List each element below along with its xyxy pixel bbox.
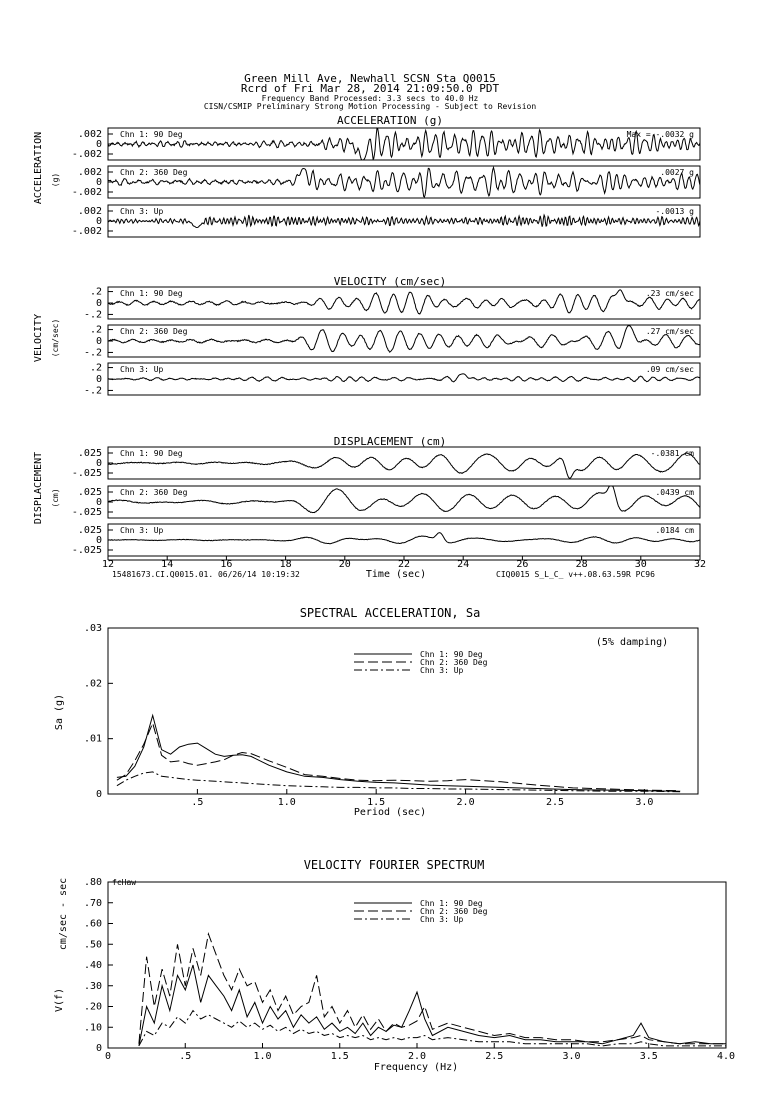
x-tick-label: 1.0 [277,797,296,808]
time-tick-label: 28 [575,559,588,570]
displacement-ylabel: DISPLACEMENT [33,451,44,525]
y-tick-label: 0 [95,789,102,800]
header-band: Frequency Band Processed: 3.3 secs to 40.0 Hz [261,94,479,103]
series-line-3 [117,772,680,792]
y-tick-label: 0 [95,1043,102,1054]
channel-max-label: Max = -.0032 g [626,130,694,139]
y-tick-label: .70 [83,897,102,909]
x-tick-label: 3.0 [635,797,654,808]
time-tick-label: 30 [634,559,647,570]
y-tick-label: 0 [95,336,102,347]
waveform-trace [108,374,700,382]
y-tick-label: 0 [95,177,102,188]
x-tick-label: 1.5 [367,797,386,808]
panel-frame [108,486,700,518]
y-tick-label: -.2 [83,385,102,397]
y-tick-label: 0 [95,497,102,508]
x-tick-label: 1.0 [253,1051,272,1062]
channel-max-label: .0027 g [660,168,694,177]
y-tick-label: .025 [77,487,102,498]
series-line-2 [117,723,680,791]
velocity-title: VELOCITY (cm/sec) [333,275,447,288]
footer-right: CIQ0015 S_L_C_ v++.08.63.59R PC96 [496,570,655,579]
velocity-panel-3 [84,363,700,397]
sa-xlabel: Period (sec) [353,807,427,818]
y-tick-label: -.002 [71,226,102,237]
legend-label-2: Chn 2: 360 Deg [420,658,488,667]
displacement-yunit: (cm) [51,488,60,508]
displacement-panel-1 [72,447,700,479]
channel-label: Chn 3: Up [120,526,164,535]
x-tick-label: 3.5 [639,1051,658,1062]
waveform-trace [108,215,700,228]
y-tick-label: .40 [83,960,102,971]
time-tick-label: 14 [161,559,174,570]
header-station: Green Mill Ave, Newhall SCSN Sta Q0015 [244,72,496,85]
header-disclaimer: CISN/CSMIP Preliminary Strong Motion Processing - Subject to Revision [203,102,537,111]
velocity-ylabel: VELOCITY [33,313,44,363]
y-tick-label: -.025 [71,468,102,479]
x-tick-label: 4.0 [716,1051,736,1062]
acceleration-yunit: (g) [51,172,60,188]
y-tick-label: .2 [89,324,102,336]
y-tick-label: -.025 [71,507,102,518]
time-tick-label: 16 [220,559,233,570]
channel-label: Chn 1: 90 Deg [120,289,183,298]
time-tick-label: 22 [397,559,411,570]
acceleration-panel-1 [72,128,700,160]
y-tick-label: -.002 [71,187,102,198]
sa-title: SPECTRAL ACCELERATION, Sa [299,606,481,620]
y-tick-label: 0 [95,458,102,469]
x-tick-label: .5 [179,1051,192,1062]
fs-plot-area [84,877,735,1062]
fs-corner-label: fcHaw [112,878,137,887]
x-tick-label: 2.5 [545,797,565,808]
y-tick-label: .025 [77,525,102,536]
y-tick-label: -.002 [71,149,102,160]
y-tick-label: -.2 [83,347,102,359]
channel-label: Chn 2: 360 Deg [120,488,188,497]
y-tick-label: .50 [83,939,102,951]
channel-max-label: .27 cm/sec [645,327,694,336]
y-tick-label: .2 [89,362,102,374]
channel-max-label: .0184 cm [655,526,694,535]
x-tick-label: 0 [104,1051,112,1062]
fs-ylabel: V(f) [54,987,65,1013]
x-tick-label: 3.0 [562,1051,581,1062]
y-tick-label: -.025 [71,545,102,556]
waveform-trace [108,290,700,314]
time-tick-label: 18 [279,559,292,570]
y-tick-label: .002 [77,129,102,140]
x-tick-label: 2.0 [456,797,475,808]
waveform-trace [108,168,700,198]
time-tick-label: 26 [516,559,529,570]
panel-frame [108,128,700,160]
channel-label: Chn 3: Up [120,207,164,216]
displacement-panel-2 [72,486,700,518]
header-record: Rcrd of Fri Mar 28, 2014 21:09:50.0 PDT [240,82,500,95]
y-tick-label: .2 [89,286,102,298]
waveform-trace [108,486,700,513]
y-tick-label: .025 [77,448,102,459]
acceleration-panel-3 [72,205,700,237]
fs-title: VELOCITY FOURIER SPECTRUM [303,858,485,872]
waveform-trace [108,326,700,353]
time-tick-label: 32 [693,559,707,570]
y-tick-label: .01 [83,733,102,745]
y-tick-label: .02 [83,678,102,690]
fourier-spectrum-chart [54,858,735,1073]
panel-frame [108,287,700,319]
y-tick-label: .60 [83,918,102,930]
waveform-trace [108,453,700,478]
channel-max-label: -.0381 cm [650,449,694,458]
y-tick-label: -.2 [83,309,102,321]
time-history-panels [72,128,700,556]
fs-frame [108,882,726,1048]
displacement-panel-3 [72,524,700,556]
fs-yunit: cm/sec - sec [58,877,69,951]
sa-plot-area [84,623,680,808]
channel-label: Chn 1: 90 Deg [120,449,183,458]
channel-label: Chn 1: 90 Deg [120,130,183,139]
legend-label-1: Chn 1: 90 Deg [420,650,483,659]
channel-max-label: -.0013 g [655,207,694,216]
panel-frame [108,447,700,479]
y-tick-label: .002 [77,206,102,217]
legend-label-3: Chn 3: Up [420,915,464,924]
report-header [204,72,537,111]
series-line-1 [139,965,726,1046]
velocity-panel-1 [84,287,700,321]
waveform-trace [108,128,700,160]
y-tick-label: .10 [83,1022,102,1034]
legend-label-2: Chn 2: 360 Deg [420,907,488,916]
acceleration-panel-2 [72,166,700,198]
x-tick-label: 2.5 [485,1051,504,1062]
sa-frame [108,628,698,794]
y-tick-label: 0 [95,139,102,150]
y-tick-label: .30 [83,980,102,992]
y-tick-label: 0 [95,216,102,227]
channel-max-label: .23 cm/sec [645,289,694,298]
channel-max-label: .0439 cm [655,488,694,497]
channel-label: Chn 3: Up [120,365,164,374]
spectral-acceleration-chart [54,606,698,818]
sa-damping-note: (5% damping) [595,637,669,648]
channel-max-label: .09 cm/sec [645,365,694,374]
y-tick-label: 0 [95,535,102,546]
fs-xlabel: Frequency (Hz) [373,1062,459,1073]
velocity-yunit: (cm/sec) [51,318,60,358]
y-tick-label: .002 [77,167,102,178]
time-axis-label: Time (sec) [365,569,427,580]
time-tick-label: 12 [101,559,115,570]
velocity-panel-2 [84,325,700,359]
waveform-trace [108,533,700,544]
displacement-title: DISPLACEMENT (cm) [333,435,447,448]
y-tick-label: .03 [83,623,102,634]
acceleration-ylabel: ACCELERATION [33,131,44,205]
footer-left: 15481673.CI.Q0015.01. 06/26/14 10:19:32 [112,570,300,579]
time-axis [102,556,706,580]
legend-label-1: Chn 1: 90 Deg [420,899,483,908]
y-tick-label: .20 [83,1001,102,1013]
x-tick-label: 1.5 [330,1051,349,1062]
y-tick-label: 0 [95,374,102,385]
time-tick-label: 20 [338,559,351,570]
panel-frame [108,325,700,357]
channel-label: Chn 2: 360 Deg [120,168,188,177]
series-line-1 [117,715,680,791]
x-tick-label: 2.0 [407,1051,427,1062]
acceleration-title: ACCELERATION (g) [337,114,443,127]
channel-label: Chn 2: 360 Deg [120,327,188,336]
time-tick-label: 24 [457,559,470,570]
y-tick-label: .80 [83,877,102,888]
y-tick-label: 0 [95,298,102,309]
sa-ylabel: Sa (g) [54,693,65,731]
legend-label-3: Chn 3: Up [420,666,464,675]
x-tick-label: .5 [191,797,204,808]
